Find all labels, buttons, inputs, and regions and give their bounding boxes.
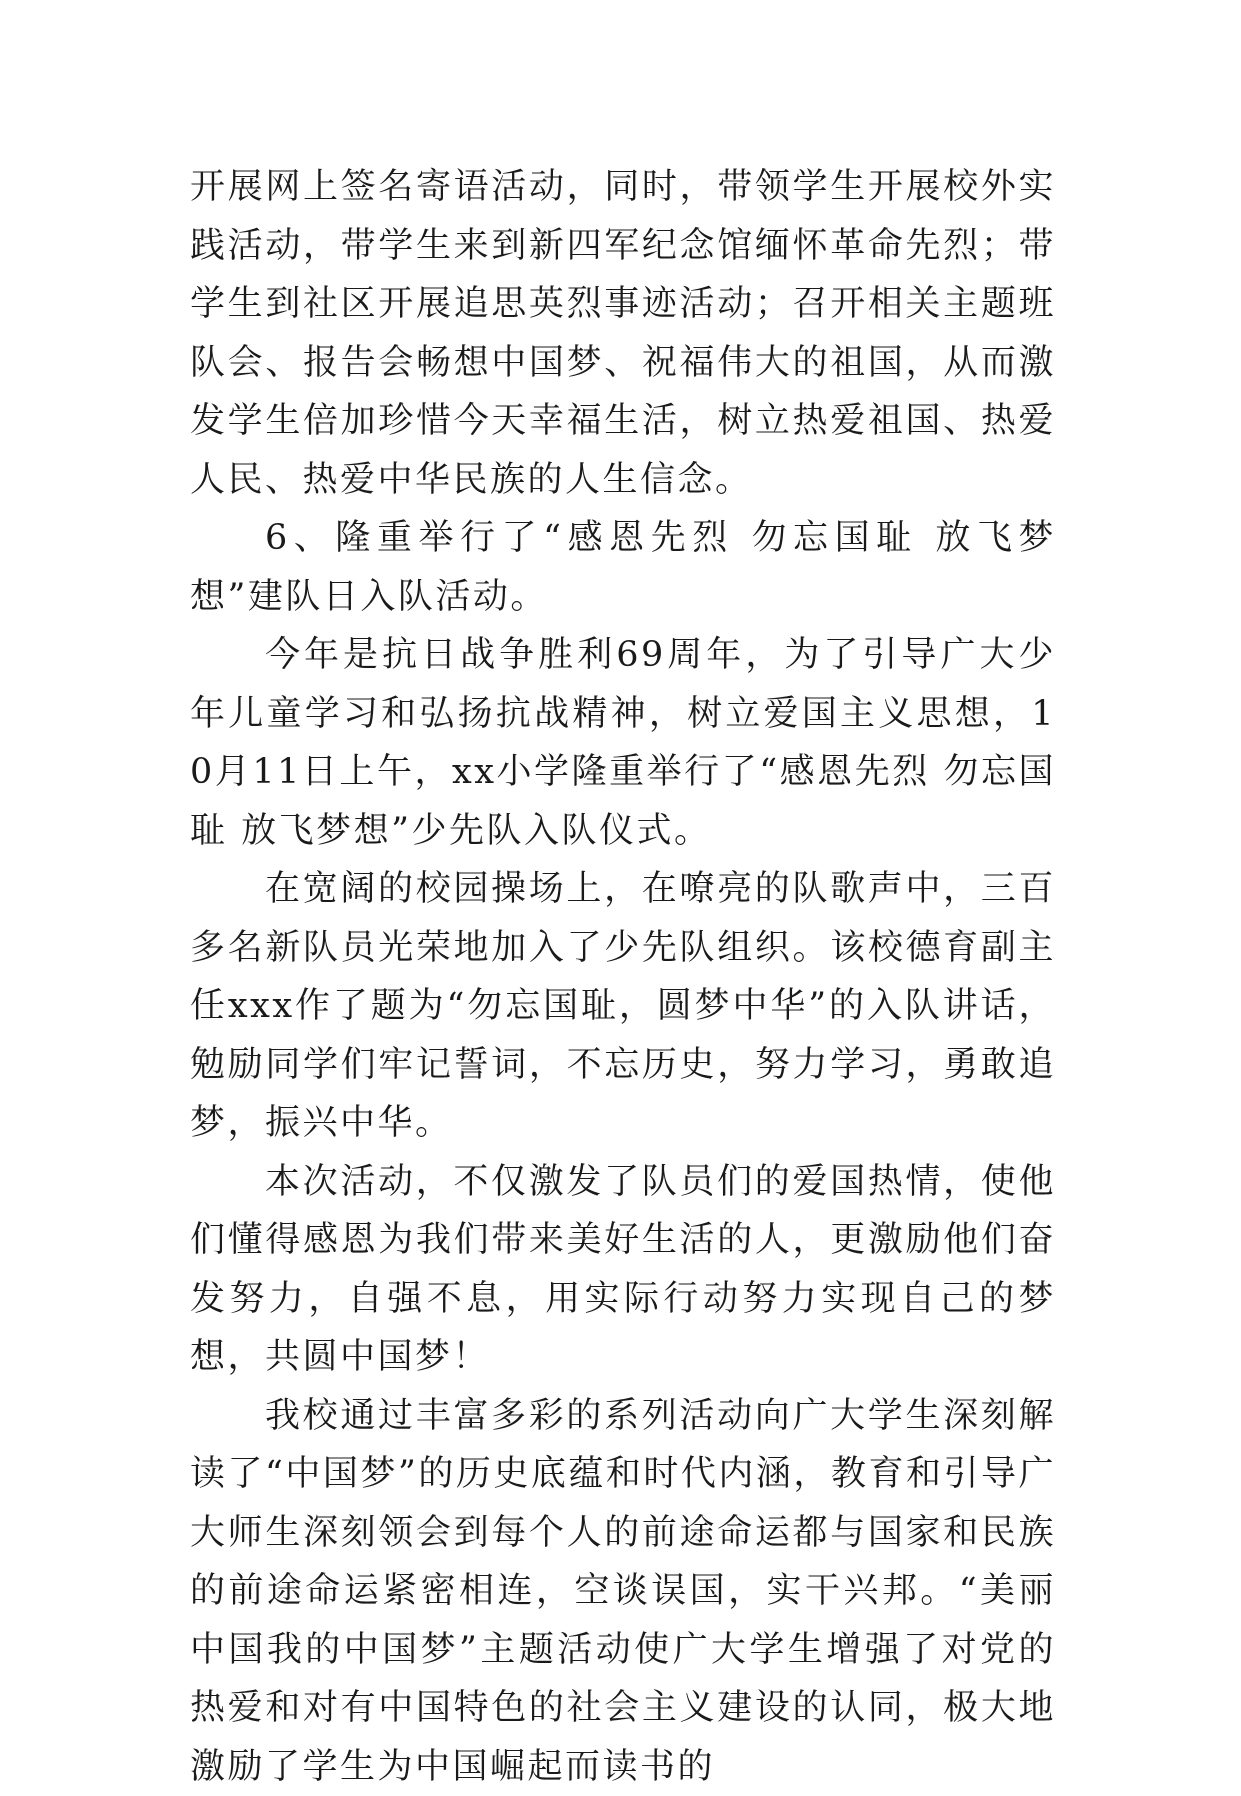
document-body [190, 158, 1056, 1796]
paragraph-activity-impact: 本次活动，不仅激发了队员们的爱国热情，使他们懂得感恩为我们带来美好生活的人，更激励他们奋发努力，自强不息，用实际行动努力实现自己的梦想，共圆中国梦！ [190, 1153, 1056, 1387]
paragraph-ceremony: 在宽阔的校园操场上，在嘹亮的队歌声中，三百多名新队员光荣地加入了少先队组织。该校德育副主任xxx作了题为“勿忘国耻，圆梦中华”的入队讲话，勉励同学们牢记誓词，不忘历史，努力学习，勇敢追梦，振兴中华。 [190, 860, 1056, 1153]
paragraph-item-6-heading: 6、隆重举行了“感恩先烈 勿忘国耻 放飞梦想”建队日入队活动。 [190, 509, 1056, 626]
paragraph-anniversary: 今年是抗日战争胜利69周年，为了引导广大少年儿童学习和弘扬抗战精神，树立爱国主义思想，10月11日上午，xx小学隆重举行了“感恩先烈 勿忘国耻 放飞梦想”少先队入队仪式。 [190, 626, 1056, 860]
paragraph-activities-summary: 开展网上签名寄语活动，同时，带领学生开展校外实践活动，带学生来到新四军纪念馆缅怀革命先烈；带学生到社区开展追思英烈事迹活动；召开相关主题班队会、报告会畅想中国梦、祝福伟大的祖国，从而激发学生倍加珍惜今天幸福生活，树立热爱祖国、热爱人民、热爱中华民族的人生信念。 [190, 158, 1056, 509]
paragraph-conclusion: 我校通过丰富多彩的系列活动向广大学生深刻解读了“中国梦”的历史底蕴和时代内涵，教育和引导广大师生深刻领会到每个人的前途命运都与国家和民族的前途命运紧密相连，空谈误国，实干兴邦。“美丽中国我的中国梦”主题活动使广大学生增强了对党的热爱和对有中国特色的社会主义建设的认同，极大地激励了学生为中国崛起而读书的 [190, 1387, 1056, 1796]
